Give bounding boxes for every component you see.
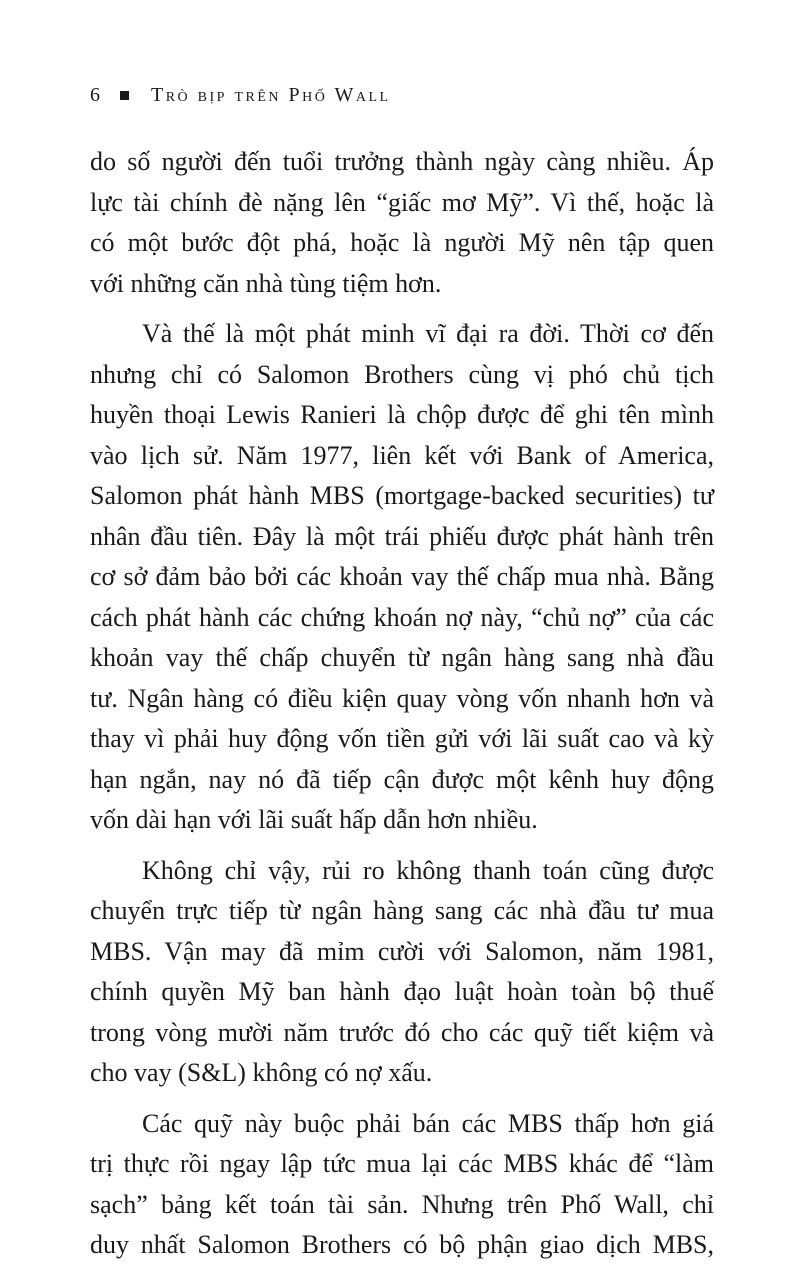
book-title: Trò bịp trên Phố Wall xyxy=(151,83,391,106)
page-number: 6 xyxy=(90,83,102,106)
paragraph xyxy=(90,314,714,841)
text-line: khoản vay thế chấp chuyển từ ngân hàng sang nhà đầu xyxy=(90,643,714,672)
text-line: cơ sở đảm bảo bởi các khoản vay thế chấp mua nhà. Bằng xyxy=(90,562,714,591)
text-line: huyền thoại Lewis Ranieri là chộp được để ghi tên mình xyxy=(90,400,714,429)
text-line: MBS. Vận may đã mỉm cười với Salomon, năm 1981, xyxy=(90,936,714,966)
text-line: Và thế là một phát minh vĩ đại ra đời. Thời cơ đến xyxy=(142,319,714,348)
text-line: thay vì phải huy động vốn tiền gửi với lãi suất cao và kỳ xyxy=(90,724,714,753)
text-line: trong vòng mười năm trước đó cho các quỹ tiết kiệm và xyxy=(90,1017,714,1047)
paragraph xyxy=(90,142,714,304)
square-bullet-icon xyxy=(120,91,129,100)
text-line: nhân đầu tiên. Đây là một trái phiếu được phát hành trên xyxy=(90,521,714,551)
text-line: duy nhất Salomon Brothers có bộ phận giao dịch MBS, xyxy=(90,1230,714,1259)
text-line: nhưng chỉ có Salomon Brothers cùng vị phó chủ tịch xyxy=(90,359,714,389)
text-line: với những căn nhà tùng tiệm hơn. xyxy=(90,268,442,298)
text-line: Các quỹ này buộc phải bán các MBS thấp hơn giá xyxy=(142,1108,714,1138)
text-line: vốn dài hạn với lãi suất hấp dẫn hơn nhiều. xyxy=(90,805,538,834)
text-line: có một bước đột phá, hoặc là người Mỹ nên tập quen xyxy=(90,228,714,257)
text-line: lực tài chính đè nặng lên “giấc mơ Mỹ”. Vì thế, hoặc là xyxy=(90,187,714,217)
paragraph xyxy=(90,1104,714,1266)
text-line: Salomon phát hành MBS (mortgage-backed securities) tư xyxy=(90,481,714,510)
text-line: sạch” bảng kết toán tài sản. Nhưng trên Phố Wall, chỉ xyxy=(90,1189,714,1219)
text-line: cho vay (S&L) không có nợ xấu. xyxy=(90,1058,433,1087)
text-line: trị thực rồi ngay lập tức mua lại các MBS khác để “làm xyxy=(90,1149,714,1178)
text-line: vào lịch sử. Năm 1977, liên kết với Bank of America, xyxy=(90,440,714,470)
running-header xyxy=(90,80,391,110)
text-line: cách phát hành các chứng khoán nợ này, “chủ nợ” của các xyxy=(90,602,714,632)
text-line: hạn ngắn, nay nó đã tiếp cận được một kênh huy động xyxy=(90,764,714,794)
body-text xyxy=(90,142,714,1266)
text-line: do số người đến tuổi trưởng thành ngày càng nhiều. Áp xyxy=(90,147,714,176)
text-line: tư. Ngân hàng có điều kiện quay vòng vốn nhanh hơn và xyxy=(90,683,714,713)
text-line: chính quyền Mỹ ban hành đạo luật hoàn toàn bộ thuế xyxy=(90,977,714,1006)
paragraph xyxy=(90,851,714,1094)
text-line: chuyển trực tiếp từ ngân hàng sang các nhà đầu tư mua xyxy=(90,896,714,925)
text-line: Không chỉ vậy, rủi ro không thanh toán cũng được xyxy=(142,855,714,885)
